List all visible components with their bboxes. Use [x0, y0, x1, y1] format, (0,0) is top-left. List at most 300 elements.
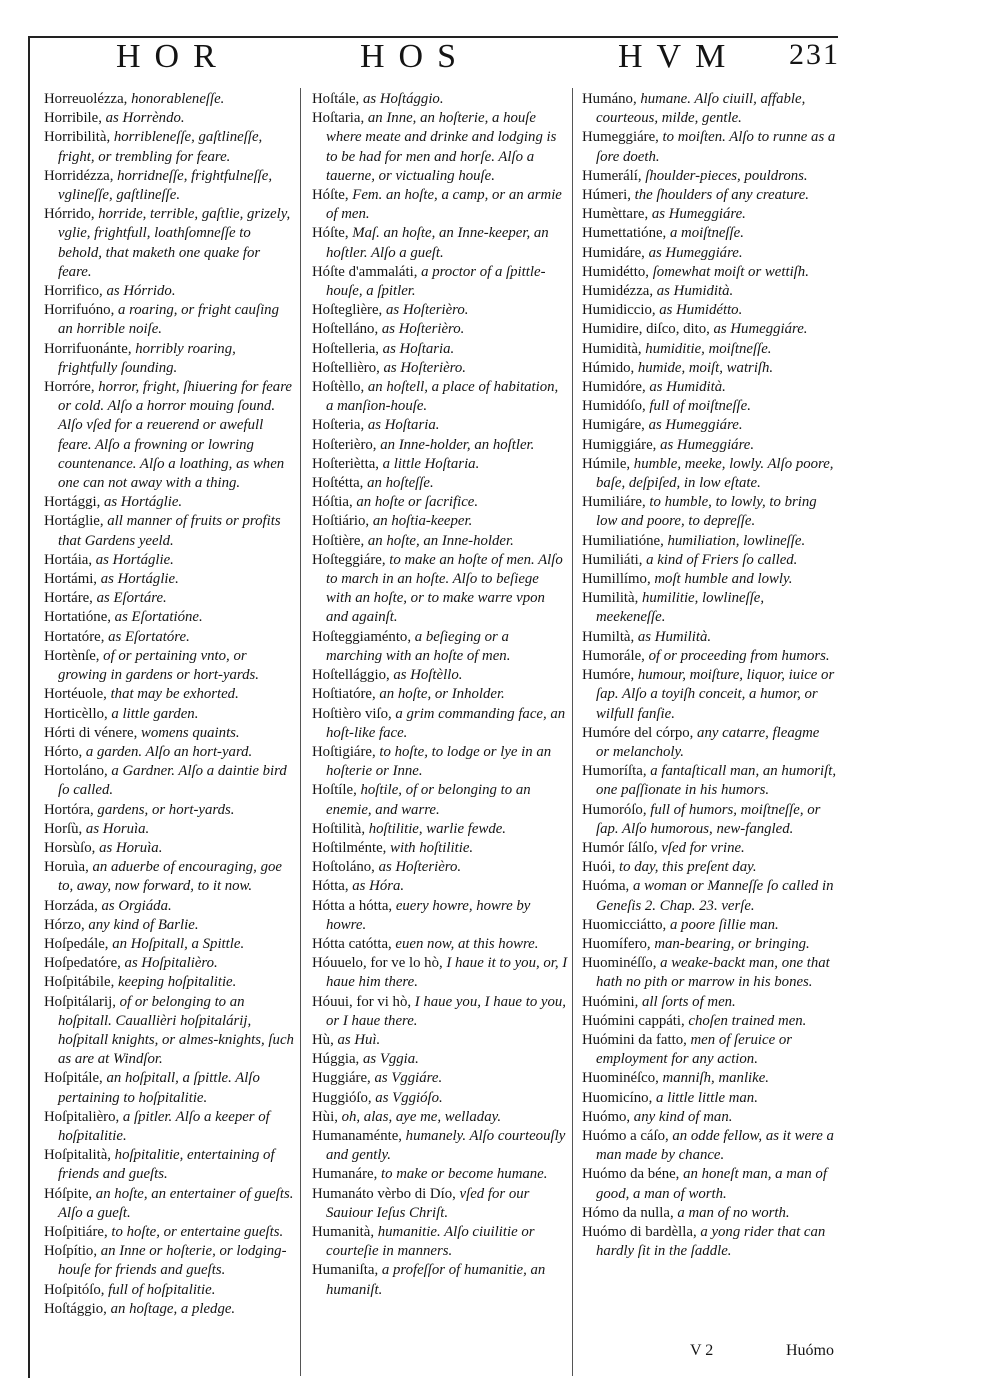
- entry-definition: to make an hoſte of men. Alſo to march in an hoſte. Alſo to beſiege with an hoſte, or to make warre vpon and againſt.: [326, 551, 563, 626]
- dictionary-entry: [44, 801, 296, 820]
- entry-headword: Humoróſo,: [582, 801, 647, 818]
- dictionary-entry: [44, 685, 296, 704]
- dictionary-entry: [44, 973, 296, 992]
- dictionary-entry: [582, 762, 836, 800]
- entry-definition: a proctor of a ſpittle-houſe, a ſpitler.: [326, 263, 546, 300]
- entry-definition: I haue it to you, or, I haue him there.: [326, 955, 568, 991]
- entry-definition: a man of no worth.: [673, 1204, 790, 1221]
- entry-definition: a woman or Manneſſe ſo called in Geneſis 2. Chap. 23. verſe.: [596, 878, 834, 914]
- entry-headword: Horſù,: [44, 820, 83, 837]
- dictionary-entry: [582, 532, 836, 551]
- dictionary-entry: [312, 1031, 568, 1050]
- dictionary-entry: [582, 801, 836, 839]
- dictionary-entry: [312, 436, 568, 455]
- entry-definition: with hoſtilitie.: [386, 839, 474, 856]
- dictionary-entry: [582, 224, 836, 243]
- entry-headword: Humettatióne,: [582, 225, 667, 242]
- dictionary-entry: [44, 551, 296, 570]
- entry-headword: Huómini da fatto,: [582, 1031, 687, 1048]
- entry-headword: Humèttare,: [582, 206, 649, 223]
- dictionary-entry: [44, 205, 296, 282]
- entry-headword: Hoſpitábile,: [44, 974, 115, 991]
- entry-headword: Humerálí,: [582, 167, 642, 184]
- entry-definition: full of hoſpitalitie.: [104, 1281, 216, 1298]
- entry-headword: Hoſteriètta,: [312, 455, 379, 472]
- entry-definition: the ſhoulders of any creature.: [630, 187, 809, 204]
- dictionary-entry: [312, 877, 568, 896]
- entry-definition: a kind of Friers ſo called.: [642, 551, 798, 568]
- dictionary-entry: [312, 551, 568, 628]
- entry-headword: Humidétto,: [582, 263, 649, 280]
- entry-headword: Hoſtiatóre,: [312, 686, 376, 703]
- entry-headword: Hoſpitále,: [44, 1070, 103, 1087]
- column-rule-1: [300, 88, 301, 1376]
- entry-headword: Hórrido,: [44, 206, 95, 223]
- dictionary-entry: [44, 570, 296, 589]
- dictionary-entry: [44, 1223, 296, 1242]
- entry-headword: Hù,: [312, 1031, 334, 1048]
- entry-definition: full of moiſtneſſe.: [645, 398, 751, 415]
- entry-definition: a profeſſor of humanitie, an humaniſt.: [326, 1262, 546, 1298]
- dictionary-entry: [582, 647, 836, 666]
- entry-headword: Hortènſe,: [44, 647, 100, 664]
- entry-definition: as Horrèndo.: [101, 110, 185, 127]
- entry-headword: Hoſtière,: [312, 532, 365, 549]
- dictionary-entry: [312, 1185, 568, 1223]
- dictionary-column-1: [44, 90, 296, 1319]
- dictionary-entry: [44, 282, 296, 301]
- running-head-right: HVM: [618, 38, 740, 75]
- entry-headword: Hoſtiário,: [312, 513, 370, 530]
- dictionary-entry: [312, 186, 568, 224]
- dictionary-entry: [312, 320, 568, 339]
- entry-definition: as Humeggiáre.: [644, 244, 743, 261]
- entry-headword: Hortáre,: [44, 590, 93, 607]
- dictionary-entry: [44, 820, 296, 839]
- entry-definition: man-bearing, or bringing.: [650, 935, 810, 952]
- entry-headword: Humiggiáre,: [582, 436, 657, 453]
- entry-definition: oh, alas, aye me, welladay.: [337, 1108, 502, 1125]
- entry-headword: Humidáre,: [582, 244, 645, 261]
- entry-headword: Huómini,: [582, 993, 639, 1010]
- entry-headword: Humidóre,: [582, 379, 646, 396]
- entry-definition: any kind of man.: [630, 1108, 733, 1125]
- dictionary-entry: [582, 416, 836, 435]
- entry-definition: ſhoulder-pieces, pouldrons.: [641, 167, 808, 184]
- entry-definition: a poore ſillie man.: [666, 916, 779, 933]
- entry-headword: Hóſte,: [312, 187, 349, 204]
- dictionary-entry: [44, 608, 296, 627]
- entry-definition: as Hoſterièro.: [379, 359, 466, 376]
- entry-definition: all manner of fruits or profits that Gardens yeeld.: [58, 513, 281, 549]
- entry-definition: humilitie, lowlineſſe, meekeneſſe.: [596, 590, 765, 626]
- dictionary-entry: [44, 647, 296, 685]
- entry-definition: euen now, at this howre.: [391, 935, 539, 952]
- dictionary-entry: [582, 340, 836, 359]
- entry-headword: Humidézza,: [582, 283, 654, 300]
- entry-definition: to humble, to lowly, to bring low and poore, to depreſſe.: [596, 494, 817, 530]
- entry-definition: as Hoſtaria.: [378, 340, 455, 357]
- entry-definition: hoſtile, of or belonging to an enemie, and warre.: [326, 782, 531, 818]
- entry-definition: as Horuìa.: [82, 820, 150, 837]
- dictionary-entry: [312, 743, 568, 781]
- dictionary-entry: [312, 705, 568, 743]
- dictionary-entry: [582, 128, 836, 166]
- dictionary-entry: [582, 858, 836, 877]
- dictionary-entry: [312, 455, 568, 474]
- dictionary-entry: [582, 436, 836, 455]
- entry-headword: Huggiáre,: [312, 1070, 371, 1087]
- entry-headword: Hoſtèllo,: [312, 379, 365, 396]
- entry-headword: Hoſpitalità,: [44, 1147, 111, 1164]
- entry-headword: Hoſpitiáre,: [44, 1223, 108, 1240]
- entry-headword: Hóſte d'ammaláti,: [312, 263, 418, 280]
- running-head-left: HOR: [116, 38, 230, 75]
- entry-definition: humanely. Alſo courteouſly and gently.: [326, 1127, 566, 1164]
- dictionary-entry: [582, 935, 836, 954]
- entry-headword: Hoſpedatóre,: [44, 955, 121, 972]
- entry-headword: Hótta catótta,: [312, 935, 392, 952]
- dictionary-entry: [582, 1127, 836, 1165]
- entry-headword: Hoſterièro,: [312, 436, 377, 453]
- dictionary-entry: [44, 935, 296, 954]
- dictionary-entry: [44, 1185, 296, 1223]
- dictionary-entry: [44, 1300, 296, 1319]
- dictionary-entry: [312, 781, 568, 819]
- entry-headword: Humanáto vèrbo di Dío,: [312, 1185, 456, 1202]
- entry-definition: an hoſte, or Inholder.: [375, 686, 505, 703]
- entry-headword: Horrifuonánte,: [44, 340, 132, 357]
- entry-headword: Horticèllo,: [44, 705, 108, 722]
- entry-definition: an Hoſpitall, a Spittle.: [108, 935, 245, 952]
- entry-definition: humane. Alſo ciuill, affable, courteous, milde, gentle.: [596, 91, 806, 127]
- entry-headword: Hóſpite,: [44, 1185, 93, 1202]
- entry-definition: an Inne-holder, an hoſtler.: [376, 436, 535, 453]
- entry-definition: as Humeggiáre.: [644, 417, 743, 434]
- entry-headword: Humoríſta,: [582, 763, 647, 780]
- entry-definition: a little Hoſtaria.: [378, 455, 480, 472]
- dictionary-entry: [312, 935, 568, 954]
- entry-definition: hoſpitalitie, entertaining of friends and gueſts.: [58, 1147, 275, 1183]
- entry-headword: Humiliáre,: [582, 494, 646, 511]
- entry-definition: a little garden.: [107, 705, 199, 722]
- entry-definition: honorableneſſe.: [127, 91, 225, 107]
- dictionary-entry: [44, 993, 296, 1070]
- entry-headword: Horreuolézza,: [44, 91, 128, 107]
- entry-definition: as Hóra.: [348, 878, 405, 895]
- dictionary-entry: [312, 1223, 568, 1261]
- dictionary-entry: [582, 167, 836, 186]
- dictionary-entry: [582, 301, 836, 320]
- entry-headword: Huomicciátto,: [582, 916, 667, 933]
- entry-headword: Hoſpedále,: [44, 935, 109, 952]
- entry-definition: humour, moiſture, liquor, iuice or ſap. Alſo a toyiſh conceit, a humor, or wilfull fanſie.: [596, 667, 835, 722]
- entry-definition: as Hoſtággio.: [359, 91, 444, 107]
- entry-definition: as Humeggiáre.: [709, 321, 808, 338]
- entry-definition: womens quaints.: [137, 724, 240, 741]
- dictionary-entry: [44, 340, 296, 378]
- entry-headword: Humillímo,: [582, 571, 651, 588]
- entry-headword: Hoſteglière,: [312, 302, 383, 319]
- entry-definition: a Gardner. Alſo a daintie bird ſo called.: [58, 763, 287, 799]
- entry-headword: Hoſtellággio,: [312, 667, 390, 684]
- entry-headword: Húggia,: [312, 1051, 360, 1068]
- entry-headword: Hoſtoláno,: [312, 859, 375, 876]
- entry-definition: an hoſpitall, a ſpittle. Alſo pertaining to hoſpitalitie.: [58, 1070, 260, 1106]
- dictionary-entry: [312, 1050, 568, 1069]
- entry-definition: all ſorts of men.: [638, 993, 736, 1010]
- entry-headword: Humigáre,: [582, 417, 645, 434]
- entry-definition: of or proceeding from humors.: [644, 647, 830, 664]
- dictionary-entry: [312, 1089, 568, 1108]
- entry-definition: full of humors, moiſtneſſe, or ſap. Alſo humorous, new-fangled.: [596, 801, 821, 837]
- entry-definition: as Humeggiáre.: [648, 206, 746, 223]
- entry-definition: any catarre, fleagme or melancholy.: [596, 724, 820, 760]
- entry-headword: Humiliatióne,: [582, 532, 664, 549]
- entry-definition: as Hoſterièro.: [382, 302, 469, 319]
- entry-definition: of or pertaining vnto, or growing in gardens or hort-yards.: [58, 647, 260, 684]
- entry-definition: hoſtilitie, warlie fewde.: [365, 820, 506, 837]
- entry-headword: Humidità,: [582, 340, 642, 357]
- dictionary-entry: [582, 1012, 836, 1031]
- dictionary-entry: [44, 628, 296, 647]
- entry-definition: as Hoſpitalièro.: [120, 955, 218, 972]
- dictionary-entry: [312, 897, 568, 935]
- entry-headword: Hoſtággio,: [44, 1300, 107, 1317]
- dictionary-entry: [312, 685, 568, 704]
- dictionary-entry: [312, 1108, 568, 1127]
- entry-definition: horride, terrible, gaſtlie, grizely, vglie, frightfull, loathſomneſſe to behold, that maketh one quake for feare.: [58, 206, 291, 280]
- entry-definition: an odde fellow, as it were a man made by chance.: [596, 1127, 834, 1164]
- dictionary-entry: [582, 993, 836, 1012]
- entry-definition: a weake-backt man, one that hath no pith or marrow in his bones.: [596, 955, 830, 991]
- entry-definition: to hoſte, to lodge or lye in an hoſterie or Inne.: [326, 743, 552, 780]
- entry-definition: as Hoſtaria.: [364, 417, 440, 434]
- dictionary-entry: [312, 512, 568, 531]
- dictionary-entry: [312, 1261, 568, 1299]
- entry-headword: Hoſtilménte,: [312, 839, 387, 856]
- entry-definition: euery howre, howre by howre.: [326, 897, 531, 933]
- dictionary-entry: [312, 224, 568, 262]
- entry-headword: Humanáre,: [312, 1166, 378, 1183]
- entry-headword: Hortatióne,: [44, 609, 111, 626]
- entry-headword: Huómo,: [582, 1108, 631, 1125]
- entry-definition: manniſh, manlike.: [658, 1070, 769, 1087]
- catchword: Huómo: [786, 1342, 834, 1359]
- entry-definition: as Humidità.: [645, 379, 726, 396]
- entry-headword: Hortáglie,: [44, 513, 104, 530]
- entry-definition: ſomewhat moiſt or wettiſh.: [649, 263, 809, 280]
- entry-headword: Huómini cappáti,: [582, 1012, 685, 1029]
- entry-headword: Hótta,: [312, 878, 349, 895]
- dictionary-entry: [582, 90, 836, 128]
- entry-headword: Hoſtelláno,: [312, 321, 379, 338]
- entry-definition: an hoſte, an entertainer of gueſts. Alſo a gueſt.: [58, 1185, 294, 1221]
- dictionary-entry: [44, 724, 296, 743]
- dictionary-entry: [582, 282, 836, 301]
- entry-definition: keeping hoſpitalitie.: [114, 974, 237, 991]
- entry-headword: Humiltà,: [582, 628, 635, 645]
- entry-definition: Maſ. an hoſte, an Inne-keeper, an hoſtler. Alſo a gueſt.: [326, 225, 549, 261]
- dictionary-entry: [312, 1127, 568, 1165]
- dictionary-entry: [44, 512, 296, 550]
- entry-headword: Hoſpitóſo,: [44, 1281, 105, 1298]
- entry-headword: Huomicíno,: [582, 1089, 653, 1106]
- entry-headword: Hoſtále,: [312, 91, 360, 107]
- entry-definition: a yong rider that can hardly ſit in the ſaddle.: [596, 1223, 826, 1260]
- entry-headword: Hóuui, for vi hò,: [312, 993, 412, 1010]
- entry-headword: Humidóſo,: [582, 398, 646, 415]
- entry-headword: Hoſtelleria,: [312, 340, 379, 357]
- dictionary-entry: [582, 839, 836, 858]
- dictionary-entry: [582, 628, 836, 647]
- dictionary-entry: [312, 359, 568, 378]
- entry-headword: Hóſtia,: [312, 494, 353, 511]
- entry-definition: as Hortáglie.: [92, 551, 174, 568]
- entry-definition: an Inne or hoſterie, or lodging-houſe for friends and gueſts.: [58, 1243, 287, 1279]
- entry-headword: Horrifuóno,: [44, 302, 115, 319]
- entry-definition: as Humidità.: [653, 283, 734, 300]
- entry-headword: Hortóra,: [44, 801, 94, 818]
- dictionary-entry: [312, 474, 568, 493]
- entry-definition: an hoſtell, a place of habitation, a manſion-houſe.: [326, 379, 559, 415]
- column-rule-2: [572, 88, 573, 1376]
- dictionary-entry: [312, 1069, 568, 1088]
- entry-definition: I haue you, I haue to you, or I haue there.: [326, 993, 566, 1029]
- entry-definition: an aduerbe of encouraging, goe to, away, now forward, to it now.: [58, 859, 282, 895]
- dictionary-entry: [582, 1108, 836, 1127]
- entry-definition: that may be exhorted.: [106, 686, 239, 703]
- entry-definition: an hoſte, an Inne-holder.: [364, 532, 514, 549]
- dictionary-entry: [582, 205, 836, 224]
- entry-headword: Hóuuelo, for ve lo hò,: [312, 955, 443, 972]
- dictionary-entry: [582, 397, 836, 416]
- dictionary-entry: [582, 378, 836, 397]
- entry-definition: a ſpitler. Alſo a keeper of hoſpitalitie.: [58, 1108, 270, 1144]
- entry-headword: Humeggiáre,: [582, 129, 659, 146]
- dictionary-entry: [312, 340, 568, 359]
- dictionary-entry: [312, 416, 568, 435]
- dictionary-entry: [44, 1108, 296, 1146]
- entry-headword: Huói,: [582, 859, 616, 876]
- dictionary-entry: [44, 90, 296, 109]
- entry-definition: a grim commanding face, an hoſt-like face.: [326, 705, 566, 741]
- entry-headword: Hórzo,: [44, 916, 85, 933]
- entry-headword: Hoſteggiáre,: [312, 551, 386, 568]
- dictionary-column-2: [312, 90, 568, 1300]
- dictionary-entry: [44, 1146, 296, 1184]
- entry-headword: Hoſpitálarij,: [44, 993, 116, 1010]
- entry-definition: a beſieging or a marching with an hoſte of men.: [326, 628, 511, 664]
- entry-definition: as Hoſterièro.: [378, 321, 465, 338]
- dictionary-entry: [582, 1089, 836, 1108]
- dictionary-entry: [44, 954, 296, 973]
- dictionary-entry: [582, 1204, 836, 1223]
- dictionary-entry: [312, 858, 568, 877]
- entry-definition: a roaring, or fright cauſing an horrible noiſe.: [58, 302, 279, 338]
- dictionary-entry: [312, 532, 568, 551]
- entry-definition: humide, moiſt, watriſh.: [634, 359, 774, 376]
- dictionary-entry: [312, 820, 568, 839]
- entry-headword: Hótta a hótta,: [312, 897, 393, 914]
- dictionary-entry: [582, 916, 836, 935]
- entry-headword: Húmeri,: [582, 187, 631, 204]
- running-head-center: HOS: [360, 38, 471, 75]
- dictionary-entry: [312, 378, 568, 416]
- entry-headword: Hortámi,: [44, 571, 98, 588]
- dictionary-entry: [312, 954, 568, 992]
- dictionary-entry: [44, 493, 296, 512]
- entry-definition: humiliation, lowlineſſe.: [663, 532, 806, 549]
- entry-headword: Humanità,: [312, 1223, 375, 1240]
- dictionary-entry: [582, 589, 836, 627]
- entry-headword: Humóre del córpo,: [582, 724, 694, 741]
- dictionary-entry: [44, 1069, 296, 1107]
- entry-headword: Humidiccio,: [582, 302, 656, 319]
- entry-definition: an hoſteſſe.: [363, 475, 434, 492]
- dictionary-entry: [312, 839, 568, 858]
- entry-headword: Hùi,: [312, 1108, 338, 1125]
- entry-definition: horribly roaring, frightfully ſounding.: [58, 340, 236, 376]
- dictionary-entry: [582, 1223, 836, 1261]
- entry-definition: any kind of Barlie.: [84, 916, 199, 933]
- entry-headword: Hómo da nulla,: [582, 1204, 674, 1221]
- entry-definition: as Hoſterièro.: [374, 859, 462, 876]
- entry-headword: Húmido,: [582, 359, 635, 376]
- entry-definition: Fem. an hoſte, a camp, or an armie of men.: [326, 187, 562, 223]
- dictionary-entry: [312, 1165, 568, 1184]
- entry-headword: Horzáda,: [44, 897, 98, 914]
- entry-definition: as Eſortatóre.: [104, 628, 190, 645]
- entry-headword: Humáno,: [582, 91, 637, 107]
- entry-definition: a fantaſticall man, an humoriſt, one paſſionate in his humors.: [596, 763, 837, 799]
- entry-definition: as Hortáglie.: [97, 571, 179, 588]
- entry-definition: an hoſtage, a pledge.: [106, 1300, 236, 1317]
- entry-definition: humble, meeke, lowly. Alſo poore, baſe, deſpiſed, in low eſtate.: [596, 455, 834, 492]
- entry-headword: Hortáia,: [44, 551, 93, 568]
- entry-definition: as Vggióſo.: [371, 1089, 443, 1106]
- entry-definition: as Vggiáre.: [370, 1070, 443, 1087]
- entry-definition: horridneſſe, frightfulneſſe, vglineſſe, gaſtlineſſe.: [58, 167, 273, 204]
- entry-headword: Hoſteggiaménto,: [312, 628, 412, 645]
- dictionary-entry: [312, 109, 568, 186]
- entry-definition: to moiſten. Alſo to runne as a ſore doeth.: [596, 129, 836, 165]
- entry-headword: Hortéuole,: [44, 686, 107, 703]
- entry-definition: as Eſortatióne.: [110, 609, 203, 626]
- entry-headword: Horróre,: [44, 379, 95, 396]
- dictionary-entry: [44, 378, 296, 493]
- entry-definition: choſen trained men.: [684, 1012, 807, 1029]
- entry-definition: as Eſortáre.: [92, 590, 167, 607]
- entry-headword: Horribilità,: [44, 129, 111, 146]
- entry-definition: as Vggia.: [359, 1051, 419, 1068]
- dictionary-entry: [582, 570, 836, 589]
- entry-definition: horribleneſſe, gaſtlineſſe, fright, or trembling for feare.: [58, 129, 263, 165]
- dictionary-entry: [582, 455, 836, 493]
- entry-headword: Hortatóre,: [44, 628, 105, 645]
- dictionary-entry: [44, 1281, 296, 1300]
- entry-definition: moſt humble and lowly.: [650, 571, 793, 588]
- entry-headword: Horuìa,: [44, 859, 89, 876]
- dictionary-entry: [312, 993, 568, 1031]
- entry-definition: men of ſeruice or employment for any action.: [596, 1031, 792, 1068]
- dictionary-entry: [44, 128, 296, 166]
- entry-headword: Huggióſo,: [312, 1089, 372, 1106]
- dictionary-column-3: [582, 90, 836, 1261]
- entry-definition: an Inne, an hoſterie, a houſe where meate and drinke and lodging is to be had for men and horſe. Alſo a tauerne, or victualing houſe.: [326, 110, 557, 184]
- entry-headword: Hoſtíle,: [312, 782, 357, 799]
- entry-definition: as Humeggiáre.: [656, 436, 755, 453]
